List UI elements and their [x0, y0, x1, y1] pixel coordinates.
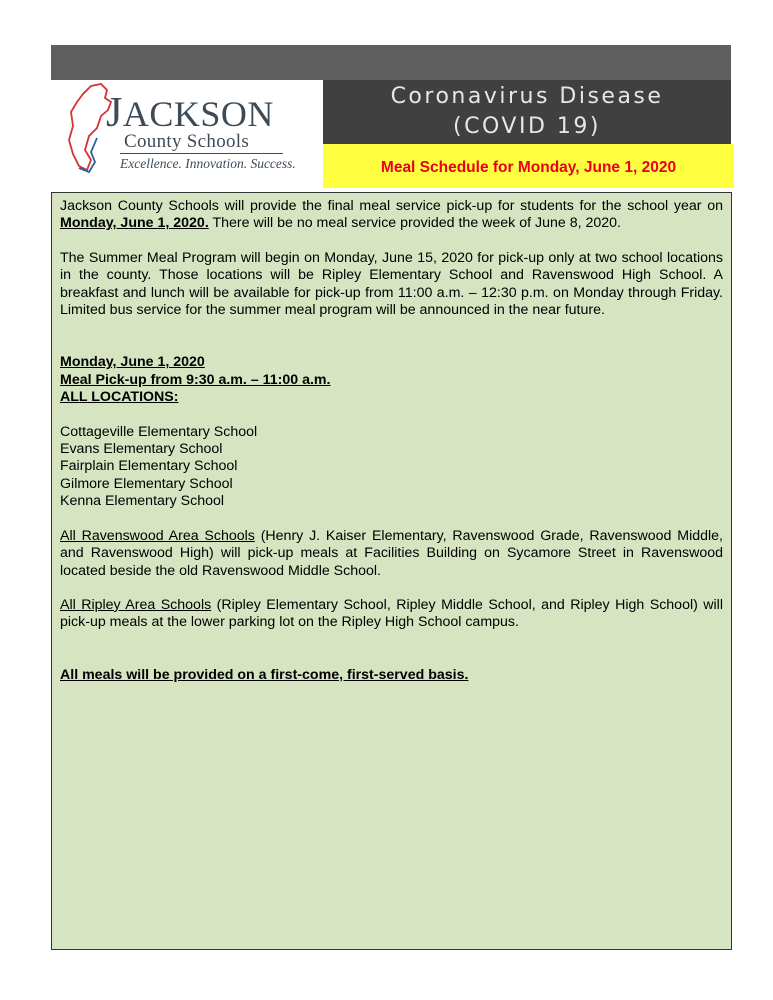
summer-program-paragraph: The Summer Meal Program will begin on Monday, June 15, 2020 for pick-up only at two school locations in the county. Those locations will be Ripley Elementary School and Ravenswood High School. A breakfast and lunch will be available for pick-up from 11:00 a.m. – 12:30 p.m. on Monday through Friday. Limited bus service for the summer meal program will be announced in the near future.	[60, 249, 723, 319]
schedule-date: Monday, June 1, 2020	[60, 354, 205, 371]
school-item: Gilmore Elementary School	[60, 475, 233, 492]
intro-date: Monday, June 1, 2020.	[60, 215, 209, 232]
title-line-1: Coronavirus Disease	[390, 84, 664, 109]
logo-wordmark: JACKSON	[106, 90, 274, 136]
school-logo	[51, 80, 323, 188]
meal-schedule-subtitle: Meal Schedule for Monday, June 1, 2020	[323, 144, 734, 188]
logo-subname: County Schools	[124, 131, 250, 152]
locations-heading: ALL LOCATIONS:	[60, 389, 179, 406]
logo-tagline: Excellence. Innovation. Success.	[120, 156, 296, 171]
header-bar	[51, 45, 731, 80]
intro-text-end: There will be no meal service provided the week of June 8, 2020.	[208, 215, 621, 232]
ravenswood-paragraph	[60, 528, 723, 580]
school-item: Cottageville Elementary School	[60, 423, 258, 440]
ripley-text: (Ripley Elementary School, Ripley Middle School, and Ripley High School) will pick-up meals at the lower parking lot on the Ripley High School campus.	[60, 596, 723, 631]
schedule-time: Meal Pick-up from 9:30 a.m. – 11:00 a.m.	[60, 371, 331, 388]
intro-text: Jackson County Schools will provide the final meal service pick-up for students for the school year on	[60, 198, 723, 214]
school-item: Evans Elementary School	[60, 441, 223, 458]
intro-paragraph	[60, 198, 723, 233]
announcement-body	[51, 192, 732, 950]
title-line-2: (COVID 19)	[453, 114, 601, 139]
school-item: Fairplain Elementary School	[60, 458, 238, 475]
ripley-paragraph	[60, 597, 723, 632]
first-come-note: All meals will be provided on a first-come, first-served basis.	[60, 666, 469, 683]
page-title	[323, 80, 731, 144]
school-item: Kenna Elementary School	[60, 493, 225, 510]
ravenswood-text: (Henry J. Kaiser Elementary, Ravenswood Grade, Ravenswood Middle, and Ravenswood High) will pick-up meals at Facilities Building on Sycamore Street in Ravenswood located beside the old Ravenswood Middle School.	[60, 527, 723, 579]
ravenswood-heading: All Ravenswood Area Schools	[60, 527, 255, 544]
ripley-heading: All Ripley Area Schools	[60, 596, 212, 613]
logo-divider	[120, 153, 283, 154]
